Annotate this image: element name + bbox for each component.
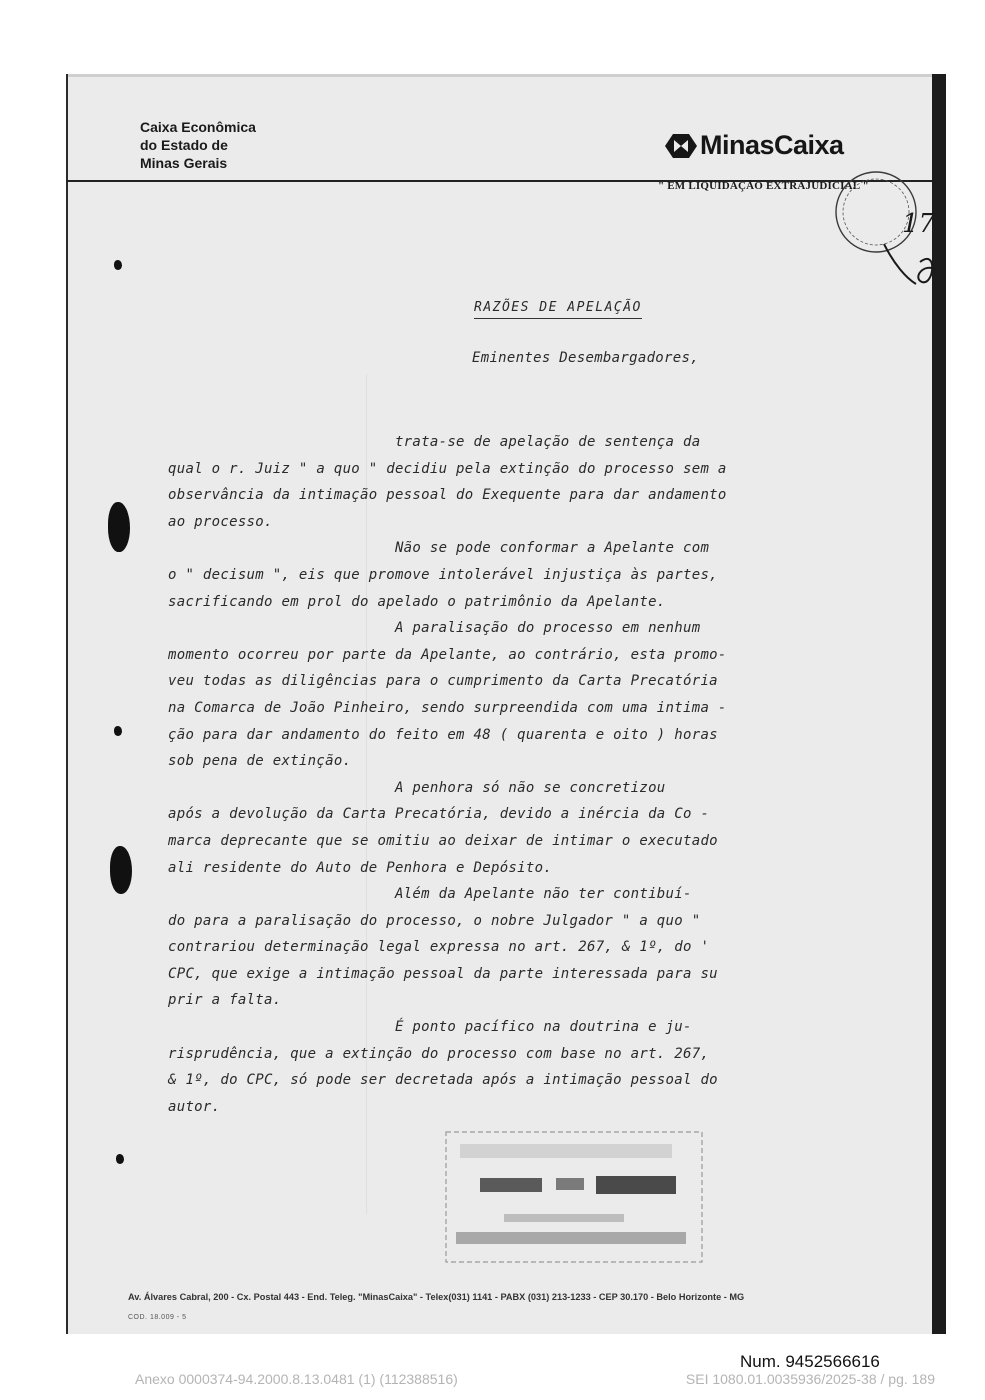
body-line: veu todas as diligências para o cumprimento da Carta Precatória xyxy=(168,673,718,690)
page-footer-meta xyxy=(135,1371,935,1387)
body-line: prir a falta. xyxy=(168,992,282,1009)
form-code: COD. 18.009 - 5 xyxy=(128,1314,187,1321)
body-line: do para a paralisação do processo, o nobre Julgador " a quo " xyxy=(168,912,701,929)
minascaixa-logo xyxy=(664,130,844,161)
document-number: Num. 9452566616 xyxy=(740,1352,880,1371)
punch-hole-mark xyxy=(114,260,122,270)
body-line: autor. xyxy=(168,1098,221,1115)
body-line: momento ocorreu por parte da Apelante, ao contrário, esta promo- xyxy=(168,646,727,663)
protocol-stamp xyxy=(444,1130,706,1268)
body-line: marca deprecante que se omitiu ao deixar de intimar o executado xyxy=(168,832,718,849)
page-left-edge xyxy=(66,74,68,1334)
body-line: sob pena de extinção. xyxy=(168,753,352,770)
body-line: o " decisum ", eis que promove intolerável injustiça às partes, xyxy=(168,566,718,583)
footer-address: Av. Álvares Cabral, 200 - Cx. Postal 443 - End. Teleg. "MinasCaixa" - Telex(031) 1141 - PABX (031) 213-1233 - CEP 30.170 - Belo Horizonte - MG xyxy=(128,1292,745,1302)
body-line: É ponto pacífico na doutrina e ju- xyxy=(168,1019,692,1036)
logo-text: MinasCaixa xyxy=(700,130,844,160)
seal-handwritten-number: 17 xyxy=(902,209,936,239)
document-title: RAZÕES DE APELAÇÃO xyxy=(474,300,642,319)
body-line: ção para dar andamento do feito em 48 ( quarenta e oito ) horas xyxy=(168,726,718,743)
liquidation-note: " EM LIQUIDAÇÃO EXTRAJUDICIAL " xyxy=(658,180,869,192)
body-line: ao processo. xyxy=(168,513,273,530)
salutation: Eminentes Desembargadores, xyxy=(472,350,699,366)
document-body xyxy=(168,429,868,1120)
logo-mark-icon xyxy=(664,133,698,159)
body-line: observância da intimação pessoal do Exequente para dar andamento xyxy=(168,487,727,504)
company-name xyxy=(140,118,256,172)
body-line: A penhora só não se concretizou xyxy=(168,779,666,796)
scanned-page xyxy=(66,74,946,1334)
body-line: risprudência, que a extinção do processo com base no art. 267, xyxy=(168,1045,710,1062)
body-line: Além da Apelante não ter contibuí- xyxy=(168,886,692,903)
punch-hole xyxy=(108,502,130,552)
body-line: & 1º, do CPC, só pode ser decretada após a intimação pessoal do xyxy=(168,1072,718,1089)
punch-hole-mark xyxy=(116,1154,124,1164)
body-line: Não se pode conformar a Apelante com xyxy=(168,540,710,557)
body-line: qual o r. Juiz " a quo " decidiu pela extinção do processo sem a xyxy=(168,460,727,477)
company-line: Caixa Econômica xyxy=(140,119,256,135)
body-line: sacrificando em prol do apelado o patrimônio da Apelante. xyxy=(168,593,666,610)
punch-hole-mark xyxy=(114,726,122,736)
sei-reference: SEI 1080.01.0035936/2025-38 / pg. 189 xyxy=(685,1371,935,1387)
body-line: trata-se de apelação de sentença da xyxy=(168,434,701,450)
body-line: CPC, que exige a intimação pessoal da parte interessada para su xyxy=(168,965,718,982)
body-line: após a devolução da Carta Precatória, devido a inércia da Co - xyxy=(168,806,710,823)
punch-hole xyxy=(110,846,132,894)
body-line: A paralisação do processo em nenhum xyxy=(168,620,701,637)
body-line: ali residente do Auto de Penhora e Depósito. xyxy=(168,859,553,876)
round-seal-stamp xyxy=(828,166,946,296)
company-line: do Estado de xyxy=(140,137,228,153)
company-line: Minas Gerais xyxy=(140,155,228,171)
anexo-reference: Anexo 0000374-94.2000.8.13.0481 (1) (112388516) xyxy=(135,1371,458,1387)
body-line: contrariou determinação legal expressa no art. 267, & 1º, do ' xyxy=(168,939,710,956)
body-line: na Comarca de João Pinheiro, sendo surpreendida com uma intima - xyxy=(168,699,727,716)
page-top-edge xyxy=(66,74,946,77)
